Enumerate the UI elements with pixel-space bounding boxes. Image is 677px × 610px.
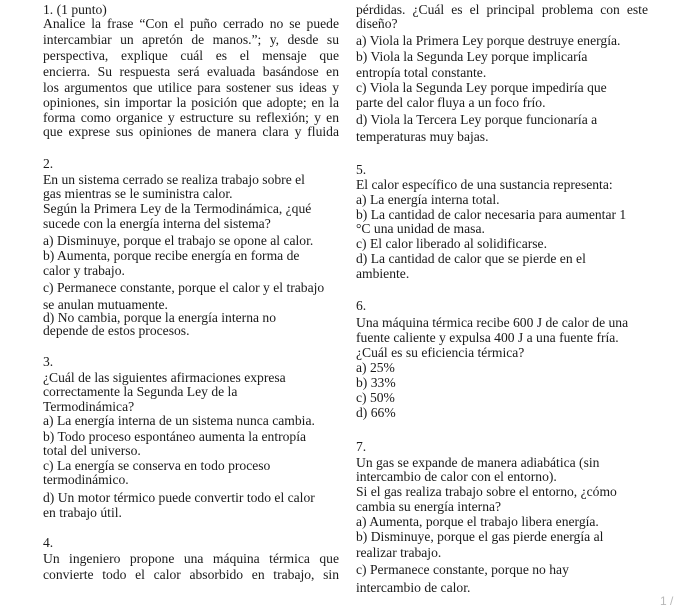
text-line: 6.	[356, 298, 367, 313]
text-line: calor y trabajo.	[43, 263, 125, 278]
text-line: d) La cantidad de calor que se pierde en el	[356, 251, 586, 266]
text-line: c) El calor liberado al solidificarse.	[356, 236, 547, 251]
text-line: a) Aumenta, porque el trabajo libera energía.	[356, 514, 599, 529]
text-line: 4.	[43, 535, 54, 550]
text-line: d) Un motor térmico puede convertir todo el calor	[43, 490, 315, 505]
text-line: sucede con la energía interna del sistema?	[43, 216, 271, 231]
text-line: 2.	[43, 156, 54, 171]
text-line: intercambio de calor con el entorno).	[356, 469, 557, 484]
text-line: cambia su energía interna?	[356, 499, 502, 514]
text-line: 3.	[43, 354, 54, 369]
text-line: pérdidas. ¿Cuál es el principal problema con este	[356, 2, 648, 17]
text-line: c) Permanece constante, porque el calor y el trabajo	[43, 280, 325, 295]
text-line: b) Viola la Segunda Ley porque implicaría	[356, 49, 588, 64]
text-line: depende de estos procesos.	[43, 323, 190, 338]
text-line: d) 66%	[356, 405, 396, 420]
text-line: termodinámico.	[43, 472, 129, 487]
text-line: c) La energía se conserva en todo proceso	[43, 458, 271, 473]
text-line: b) Todo proceso espontáneo aumenta la entropía	[43, 429, 307, 444]
text-line: b) La cantidad de calor necesaria para aumentar 1	[356, 207, 627, 222]
page-number: 1 /	[660, 594, 674, 608]
text-line: diseño?	[356, 16, 398, 31]
text-line: d) Viola la Tercera Ley porque funcionaría a	[356, 112, 598, 127]
text-line: intercambiar un apretón de manos.”; y, desde su	[43, 32, 339, 47]
text-line: El calor específico de una sustancia representa:	[356, 177, 613, 192]
text-line: realizar trabajo.	[356, 545, 442, 560]
text-line: total del universo.	[43, 443, 141, 458]
text-line: gas mientras se le suministra calor.	[43, 186, 233, 201]
text-line: a) 25%	[356, 360, 395, 375]
text-line: en trabajo útil.	[43, 505, 122, 520]
text-line: perspectiva, explique cuál es el mensaje que	[43, 48, 339, 63]
text-line: convierte todo el calor absorbido en trabajo, sin	[43, 567, 339, 582]
text-line: ¿Cuál es su eficiencia térmica?	[356, 345, 525, 360]
text-line: 5.	[356, 162, 367, 177]
text-line: entropía total constante.	[356, 65, 487, 80]
text-line: Un ingeniero propone una máquina térmica que	[43, 551, 339, 566]
text-line: b) Disminuye, porque el gas pierde energía al	[356, 529, 604, 544]
text-line: c) 50%	[356, 390, 395, 405]
text-line: intercambio de calor.	[356, 580, 471, 595]
text-line: se anulan mutuamente.	[43, 297, 168, 312]
text-line: opiniones, sin importar la posición que adopte; en la	[43, 95, 339, 110]
text-line: a) Disminuye, porque el trabajo se opone al calor.	[43, 233, 314, 248]
text-line: Una máquina térmica recibe 600 J de calor de una	[356, 315, 629, 330]
text-line: ambiente.	[356, 266, 410, 281]
text-line: d) No cambia, porque la energía interna no	[43, 310, 277, 325]
text-line: Si el gas realiza trabajo sobre el entorno, ¿cómo	[356, 484, 617, 499]
text-line: correctamente la Segunda Ley de la	[43, 384, 238, 399]
text-line: b) Aumenta, porque recibe energía en forma de	[43, 248, 300, 263]
text-line: temperaturas muy bajas.	[356, 129, 489, 144]
text-line: encierra. Su respuesta será evaluada basándose en	[43, 64, 339, 79]
text-line: a) Viola la Primera Ley porque destruye energía.	[356, 33, 621, 48]
text-line: Según la Primera Ley de la Termodinámica, ¿qué	[43, 201, 312, 216]
text-line: c) Permanece constante, porque no hay	[356, 562, 569, 577]
text-line: Un gas se expande de manera adiabática (sin	[356, 455, 600, 470]
text-line: b) 33%	[356, 375, 396, 390]
text-line: c) Viola la Segunda Ley porque impediría que	[356, 80, 607, 95]
text-line: parte del calor fluya a un foco frío.	[356, 95, 546, 110]
text-line: 1. (1 punto)	[43, 2, 107, 17]
text-line: a) La energía interna total.	[356, 192, 500, 207]
text-line: que exprese sus opiniones de manera clara y fluida	[43, 124, 339, 139]
text-line: fuente caliente y expulsa 400 J a una fuente fría.	[356, 330, 619, 345]
text-line: 7.	[356, 439, 367, 454]
text-line: °C una unidad de masa.	[356, 221, 485, 236]
text-line: los argumentos que utilice para sostener sus ideas y	[43, 80, 339, 95]
text-line: forma como organice y estructure su reflexión; y en	[43, 110, 339, 125]
text-line: a) La energía interna de un sistema nunca cambia.	[43, 413, 315, 428]
text-line: En un sistema cerrado se realiza trabajo sobre el	[43, 172, 305, 187]
text-line: Termodinámica?	[43, 399, 135, 414]
text-line: ¿Cuál de las siguientes afirmaciones expresa	[43, 370, 286, 385]
text-line: Analice la frase “Con el puño cerrado no se puede	[43, 16, 339, 31]
